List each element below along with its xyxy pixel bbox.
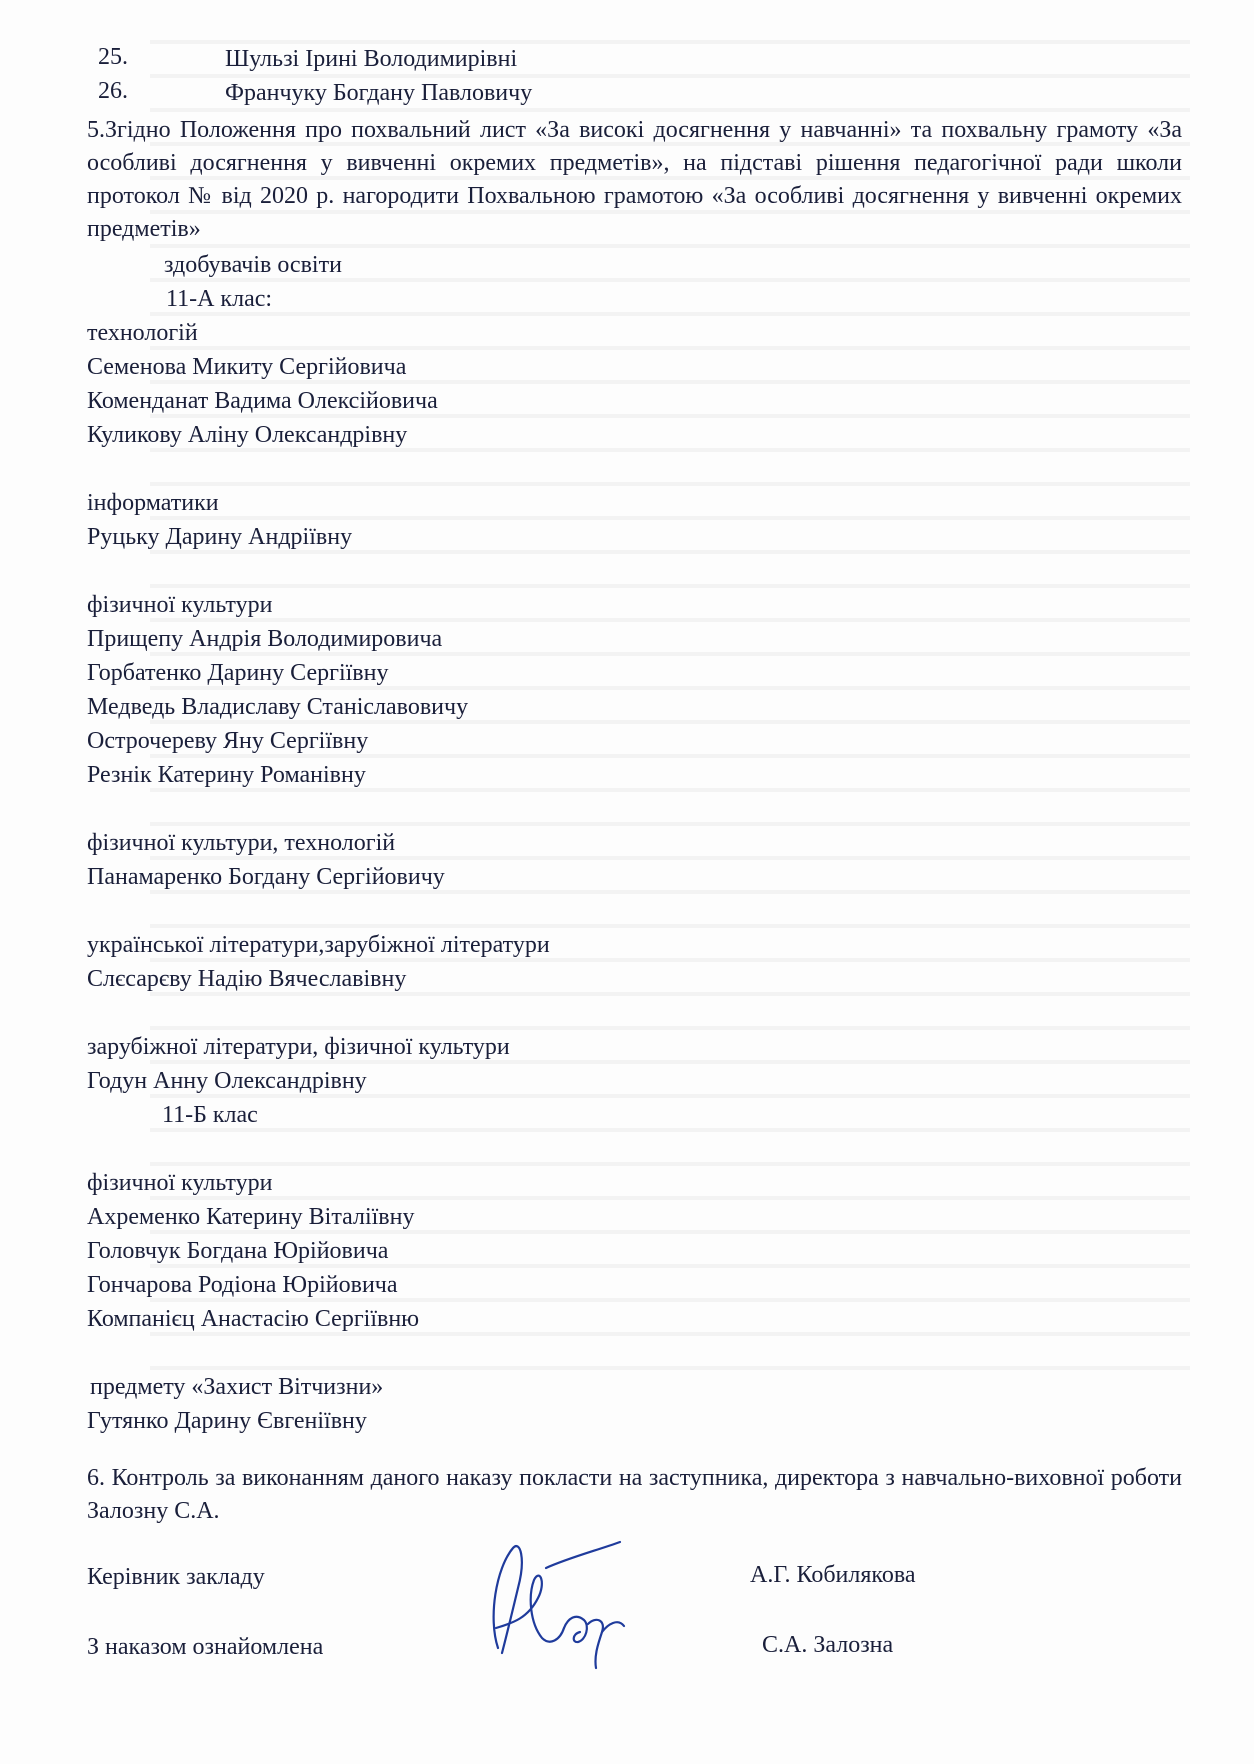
subject-heading: зарубіжної літератури, фізичної культури [87, 1034, 510, 1060]
student-name: Годун Анну Олександрівну [87, 1068, 367, 1094]
handwritten-signature-icon [468, 1528, 648, 1678]
list-number: 26. [98, 78, 128, 104]
student-name: Головчук Богдана Юрійовича [87, 1238, 389, 1264]
ack-label: З наказом ознайомлена [87, 1634, 324, 1660]
subject-heading: української літератури,зарубіжної літератури [87, 932, 550, 958]
student-name: Медведь Владиславу Станіславовичу [87, 694, 469, 720]
item-5-text: 5.Згідно Положення про похвальний лист «За високі досягнення у навчанні» та похвальну грамоту «За особливі досягнення у вивченні окремих предметів», на підставі рішення педагогічної ради школи протокол № від 2020 р. нагородити Похвальною грамотою «За особливі досягнення у вивченні окремих предметів» [87, 117, 1182, 242]
item-5-paragraph [87, 114, 1182, 246]
student-name: Семенова Микиту Сергійовича [87, 354, 407, 380]
student-name: Руцьку Дарину Андріївну [87, 524, 353, 550]
subject-heading: предмету «Захист Вітчизни» [90, 1374, 384, 1400]
student-name: Резнік Катерину Романівну [87, 762, 366, 788]
student-name: Ахременко Катерину Віталіївну [87, 1204, 415, 1230]
class-a-label: 11-А клас: [166, 286, 273, 312]
item-6-paragraph [87, 1462, 1182, 1528]
list-number: 25. [98, 44, 128, 70]
subject-heading: технологій [87, 320, 198, 346]
student-name: Острочереву Яну Сергіївну [87, 728, 369, 754]
student-name: Гончарова Родіона Юрійовича [87, 1272, 398, 1298]
student-name: Горбатенко Дарину Сергіївну [87, 660, 389, 686]
ack-name: С.А. Залозна [762, 1632, 894, 1658]
subject-heading: фізичної культури [87, 1170, 273, 1196]
student-name: Коменданат Вадима Олексійовича [87, 388, 438, 414]
list-name: Шульзі Ірині Володимирівні [225, 46, 518, 72]
head-label: Керівник закладу [87, 1564, 265, 1590]
item-6-text: 6. Контроль за виконанням даного наказу покласти на заступника, директора з навчально-виховної роботи Залозну С.А. [87, 1465, 1182, 1524]
subject-heading: фізичної культури [87, 592, 273, 618]
head-name: А.Г. Кобилякова [750, 1562, 916, 1588]
subject-heading: інформатики [87, 490, 219, 516]
student-name: Гутянко Дарину Євгеніївну [87, 1408, 367, 1434]
subject-heading: фізичної культури, технологій [87, 830, 396, 856]
student-name: Панамаренко Богдану Сергійовичу [87, 864, 445, 890]
student-name: Слєсарєву Надію Вячеславівну [87, 966, 407, 992]
student-name: Куликову Аліну Олександрівну [87, 422, 408, 448]
student-name: Прищепу Андрія Володимировича [87, 626, 443, 652]
recipients-label: здобувачів освіти [164, 252, 342, 278]
class-b-label: 11-Б клас [162, 1102, 258, 1128]
list-name: Франчуку Богдану Павловичу [225, 80, 533, 106]
student-name: Компанієц Анастасію Сергіївню [87, 1306, 420, 1332]
